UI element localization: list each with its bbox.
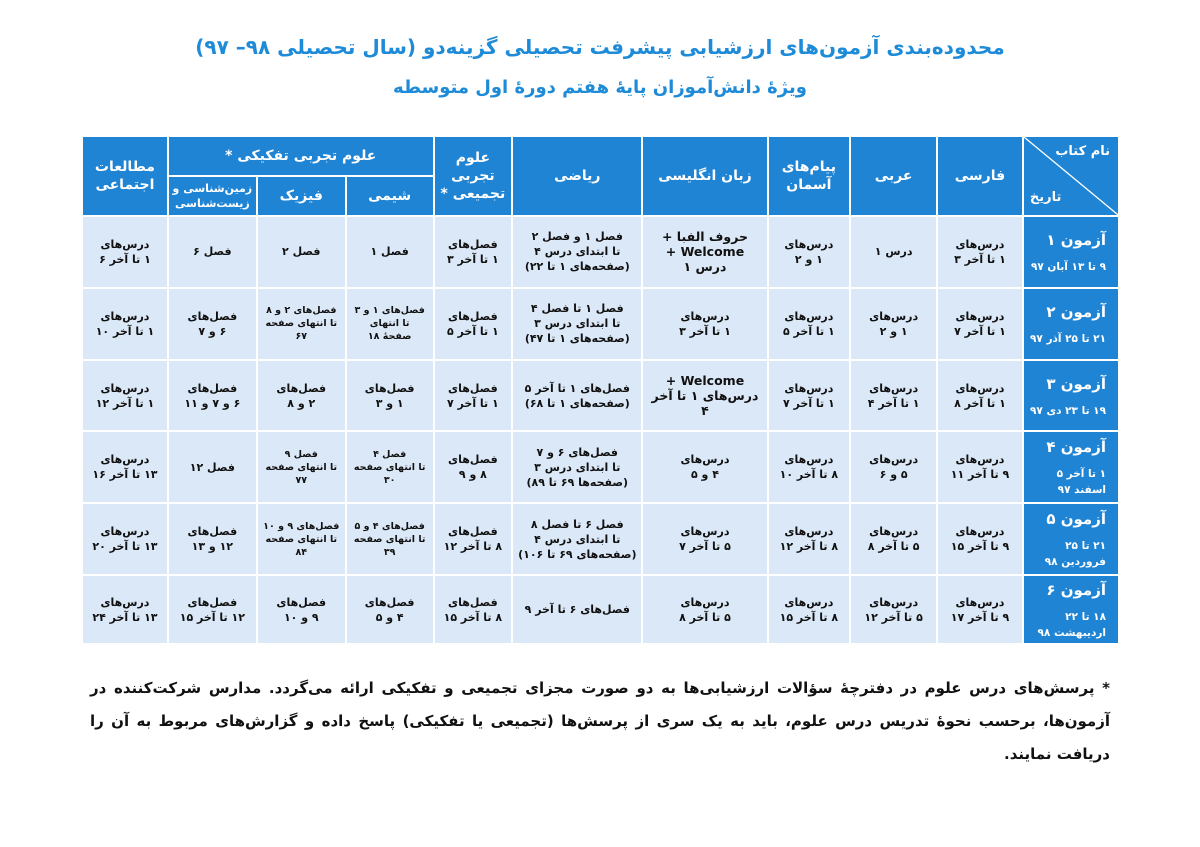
cell-english: Welcome + درس‌های ۱ تا آخر ۴ [642, 360, 767, 432]
cell-math: فصل‌های ۶ تا آخر ۹ [512, 575, 642, 644]
cell-math: فصل ۱ تا فصل ۴ تا ابتدای درس ۳ (صفحه‌های ۱ تا ۴۷) [512, 288, 642, 360]
cell-science-total: فصل‌های ۸ تا آخر ۱۲ [434, 503, 513, 575]
header-science-split: علوم تجربی تفکیکی * [168, 136, 434, 176]
cell-chemistry: فصل‌های ۴ و ۵ تا انتهای صفحه ۳۹ [346, 503, 434, 575]
cell-physics: فصل‌های ۹ و ۱۰ تا انتهای صفحه ۸۴ [257, 503, 346, 575]
cell-physics: فصل ۲ [257, 216, 346, 288]
cell-physics: فصل ۹ تا انتهای صفحه ۷۷ [257, 431, 346, 503]
table-row [82, 575, 1119, 644]
header-chemistry: شیمی [346, 176, 434, 216]
exam-cell [1023, 575, 1119, 644]
exam-cell [1023, 216, 1119, 288]
cell-english: درس‌های ۱ تا آخر ۳ [642, 288, 767, 360]
header-farsi: فارسی [937, 136, 1023, 216]
exam-name: آزمون ۴ [1046, 438, 1106, 457]
header-payam: پیام‌های آسمان [768, 136, 851, 216]
cell-chemistry: فصل‌های ۱ و ۳ تا انتهای صفحهٔ ۱۸ [346, 288, 434, 360]
cell-english: درس‌های ۵ تا آخر ۷ [642, 503, 767, 575]
cell-social: درس‌های ۱ تا آخر ۱۲ [82, 360, 168, 432]
cell-geo-bio: فصل‌های ۱۲ و ۱۳ [168, 503, 257, 575]
cell-arabic: درس ۱ [850, 216, 937, 288]
page-title: محدوده‌بندی آزمون‌های ارزشیابی پیشرفت تحصیلی گزینه‌دو (سال تحصیلی ۹۸– ۹۷) [195, 35, 1005, 59]
cell-farsi: درس‌های ۹ تا آخر ۱۵ [937, 503, 1023, 575]
table-row [82, 360, 1119, 432]
cell-arabic: درس‌های ۵ تا آخر ۱۲ [850, 575, 937, 644]
cell-chemistry: فصل ۴ تا انتهای صفحه ۳۰ [346, 431, 434, 503]
table-row [82, 431, 1119, 503]
exam-name: آزمون ۶ [1046, 580, 1106, 599]
cell-geo-bio: فصل ۱۲ [168, 431, 257, 503]
cell-social: درس‌های ۱۳ تا آخر ۲۰ [82, 503, 168, 575]
exam-date: ۹ تا ۱۳ آبان ۹۷ [1030, 260, 1106, 273]
cell-science-total: فصل‌های ۱ تا آخر ۳ [434, 216, 513, 288]
cell-farsi: درس‌های ۱ تا آخر ۷ [937, 288, 1023, 360]
cell-payam: درس‌های ۸ تا آخر ۱۵ [768, 575, 851, 644]
cell-payam: درس‌های ۱ تا آخر ۵ [768, 288, 851, 360]
cell-english: درس‌های ۴ و ۵ [642, 431, 767, 503]
exam-date: ۱۹ تا ۲۳ دی ۹۷ [1029, 404, 1106, 417]
exam-cell [1023, 431, 1119, 503]
exam-cell [1023, 288, 1119, 360]
cell-payam: درس‌های ۱ تا آخر ۷ [768, 360, 851, 432]
cell-farsi: درس‌های ۱ تا آخر ۳ [937, 216, 1023, 288]
exam-cell [1023, 360, 1119, 432]
cell-english: درس‌های ۵ تا آخر ۸ [642, 575, 767, 644]
header-social: مطالعات اجتماعی [82, 136, 168, 216]
exam-date: ۱ تا آخر ۵ اسفند ۹۷ [1056, 468, 1106, 497]
exam-cell [1023, 503, 1119, 575]
page-subtitle: ویژهٔ دانش‌آموزان پایهٔ هفتم دورهٔ اول متوسطه [393, 77, 807, 98]
cell-physics: فصل‌های ۲ و ۸ [257, 360, 346, 432]
cell-social: درس‌های ۱۳ تا آخر ۱۶ [82, 431, 168, 503]
table-row [82, 288, 1119, 360]
header-english: زبان انگلیسی [642, 136, 767, 216]
cell-farsi: درس‌های ۹ تا آخر ۱۷ [937, 575, 1023, 644]
cell-geo-bio: فصل‌های ۶ و ۷ و ۱۱ [168, 360, 257, 432]
cell-science-total: فصل‌های ۸ تا آخر ۱۵ [434, 575, 513, 644]
cell-arabic: درس‌های ۵ تا آخر ۸ [850, 503, 937, 575]
cell-social: درس‌های ۱۳ تا آخر ۲۴ [82, 575, 168, 644]
cell-science-total: فصل‌های ۸ و ۹ [434, 431, 513, 503]
header-math: ریاضی [512, 136, 642, 216]
cell-math: فصل‌های ۱ تا آخر ۵ (صفحه‌های ۱ تا ۶۸) [512, 360, 642, 432]
header-arabic: عربی [850, 136, 937, 216]
exam-schedule-table [81, 135, 1120, 645]
cell-payam: درس‌های ۸ تا آخر ۱۰ [768, 431, 851, 503]
cell-physics: فصل‌های ۲ و ۸ تا انتهای صفحه ۶۷ [257, 288, 346, 360]
cell-science-total: فصل‌های ۱ تا آخر ۷ [434, 360, 513, 432]
cell-chemistry: فصل‌های ۴ و ۵ [346, 575, 434, 644]
cell-english: حروف الفبا + Welcome + درس ۱ [642, 216, 767, 288]
exam-name: آزمون ۵ [1046, 510, 1106, 529]
cell-geo-bio: فصل ۶ [168, 216, 257, 288]
cell-social: درس‌های ۱ تا آخر ۱۰ [82, 288, 168, 360]
footnote: * پرسش‌های درس علوم در دفترچهٔ سؤالات ارزشیابی‌ها به دو صورت مجزای تجمیعی و تفکیکی ارائه می‌گردد. مدارس شرکت‌کننده در آزمون‌ها، برحسب نحوهٔ تدریس درس علوم، باید به یک سری از پرسش‌ها (تجمیعی یا تفکیکی) پاسخ داده و گزارش‌های مربوط به آن را دریافت نمایند. [90, 679, 1110, 763]
cell-arabic: درس‌های ۱ و ۲ [850, 288, 937, 360]
header-geo-bio: زمین‌شناسی و زیست‌شناسی [168, 176, 257, 216]
cell-math: فصل‌های ۶ و ۷ تا ابتدای درس ۳ (صفحه‌ها ۶۹ تا ۸۹) [512, 431, 642, 503]
cell-geo-bio: فصل‌های ۱۲ تا آخر ۱۵ [168, 575, 257, 644]
cell-arabic: درس‌های ۱ تا آخر ۴ [850, 360, 937, 432]
cell-payam: درس‌های ۸ تا آخر ۱۲ [768, 503, 851, 575]
cell-arabic: درس‌های ۵ و ۶ [850, 431, 937, 503]
cell-farsi: درس‌های ۱ تا آخر ۸ [937, 360, 1023, 432]
corner-header [1023, 136, 1119, 216]
cell-farsi: درس‌های ۹ تا آخر ۱۱ [937, 431, 1023, 503]
exam-date: ۲۱ تا ۲۵ آذر ۹۷ [1029, 332, 1106, 345]
table-body [82, 216, 1119, 644]
table-row [82, 503, 1119, 575]
header-science-total: علوم تجربی تجمیعی * [434, 136, 513, 216]
cell-social: درس‌های ۱ تا آخر ۶ [82, 216, 168, 288]
cell-science-total: فصل‌های ۱ تا آخر ۵ [434, 288, 513, 360]
cell-chemistry: فصل‌های ۱ و ۳ [346, 360, 434, 432]
cell-payam: درس‌های ۱ و ۲ [768, 216, 851, 288]
exam-name: آزمون ۱ [1046, 230, 1106, 249]
exam-name: آزمون ۳ [1046, 374, 1106, 393]
book-name-label: نام کتاب [1055, 144, 1110, 159]
table-row [82, 216, 1119, 288]
cell-math: فصل ۶ تا فصل ۸ تا ابتدای درس ۴ (صفحه‌های ۶۹ تا ۱۰۶) [512, 503, 642, 575]
cell-chemistry: فصل ۱ [346, 216, 434, 288]
exam-date: ۲۱ تا ۲۵ فروردین ۹۸ [1044, 540, 1106, 569]
cell-math: فصل ۱ و فصل ۲ تا ابتدای درس ۴ (صفحه‌های ۱ تا ۲۲) [512, 216, 642, 288]
cell-physics: فصل‌های ۹ و ۱۰ [257, 575, 346, 644]
date-label: تاریخ [1029, 190, 1062, 205]
header-physics: فیزیک [257, 176, 346, 216]
cell-geo-bio: فصل‌های ۶ و ۷ [168, 288, 257, 360]
exam-name: آزمون ۲ [1046, 302, 1106, 321]
exam-date: ۱۸ تا ۲۲ اردیبهشت ۹۸ [1037, 610, 1106, 639]
